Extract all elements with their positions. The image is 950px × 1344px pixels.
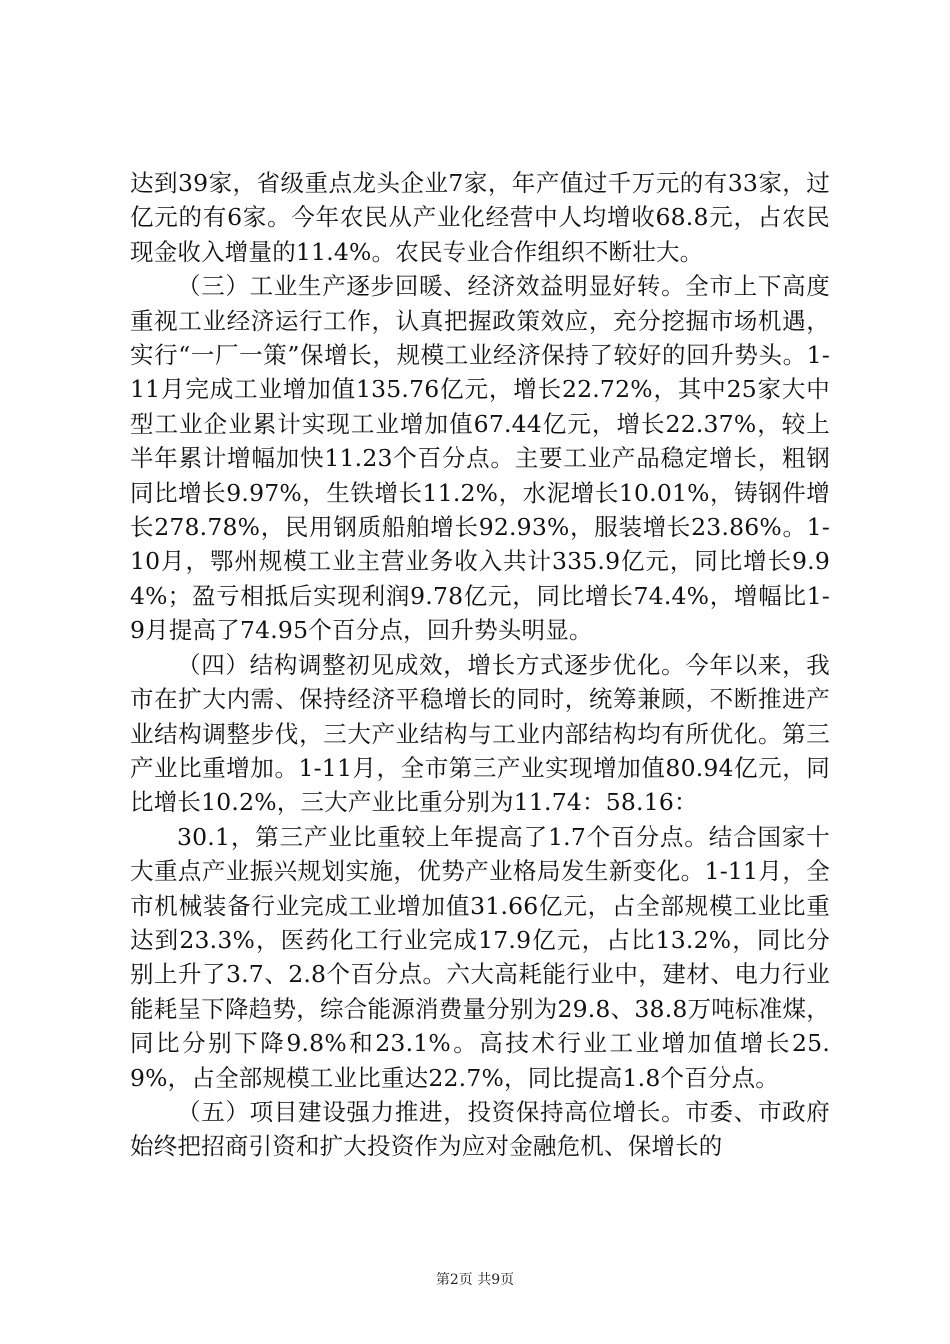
paragraph-structure: （四）结构调整初见成效，增长方式逐步优化。今年以来，我市在扩大内需、保持经济平稳增长的同时，统筹兼顾，不断推进产业结构调整步伐，三大产业结构与工业内部结构均有所优化。第三产业比重增加。1-11月，全市第三产业实现增加值80.94亿元，同比增长10.2%，三大产业比重分别为11.74：58.16： (130, 650, 830, 817)
paragraph-industry: （三）工业生产逐步回暖、经济效益明显好转。全市上下高度重视工业经济运行工作，认真把握政策效应，充分挖掘市场机遇，实行“一厂一策”保增长，规模工业经济保持了较好的回升势头。1-11月完成工业增加值135.76亿元，增长22.72%，其中25家大中型工业企业累计实现工业增加值67.44亿元，增长22.37%，较上半年累计增幅加快11.23个百分点。主要工业产品稳定增长，粗钢同比增长9.97%，生铁增长11.2%，水泥增长10.01%，铸钢件增长278.78%，民用钢质船舶增长92.93%，服装增长23.86%。1-10月，鄂州规模工业主营业务收入共计335.9亿元，同比增长9.94%；盈亏相抵后实现利润9.78亿元，同比增长74.4%，增幅比1-9月提高了74.95个百分点，回升势头明显。 (130, 272, 830, 645)
paragraph-structure-continued: 30.1，第三产业比重较上年提高了1.7个百分点。结合国家十大重点产业振兴规划实施，优势产业格局发生新变化。1-11月，全市机械装备行业完成工业增加值31.66亿元，占全部规模工业比重达到23.3%，医药化工行业完成17.9亿元，占比13.2%，同比分别上升了3.7、2.8个百分点。六大高耗能行业中，建材、电力行业能耗呈下降趋势，综合能源消费量分别为29.8、38.8万吨标准煤，同比分别下降9.8%和23.1%。高技术行业工业增加值增长25.9%，占全部规模工业比重达22.7%，同比提高1.8个百分点。 (130, 822, 830, 1092)
page-footer: 第2页 共9页 (435, 1272, 515, 1288)
document-body (130, 166, 830, 1164)
paragraph-investment: （五）项目建设强力推进，投资保持高位增长。市委、市政府始终把招商引资和扩大投资作为应对金融危机、保增长的 (130, 1097, 830, 1161)
paragraph-agriculture-continued: 达到39家，省级重点龙头企业7家，年产值过千万元的有33家，过亿元的有6家。今年农民从产业化经营中人均增收68.8元，占农民现金收入增量的11.4%。农民专业合作组织不断壮大。 (130, 169, 830, 266)
